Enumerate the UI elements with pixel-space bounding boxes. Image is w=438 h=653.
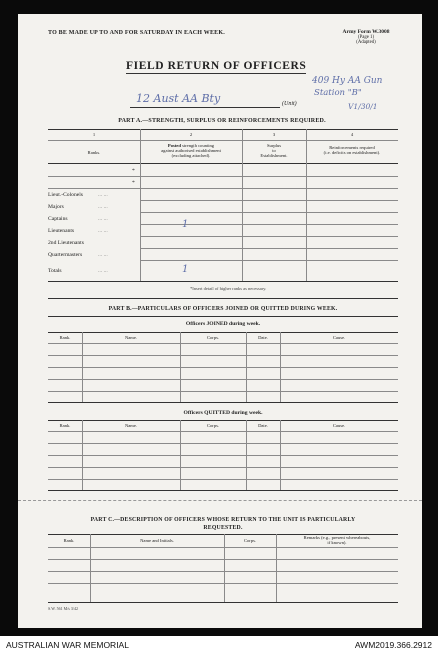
posted-rest: strength counting bbox=[182, 143, 215, 148]
quitted-col-rank: Rank. bbox=[59, 423, 71, 428]
leader-dots: ... ... bbox=[98, 216, 108, 222]
hand-posted-totals: 1 bbox=[182, 264, 189, 275]
rule bbox=[48, 547, 398, 548]
remarks-2: if known). bbox=[327, 540, 347, 545]
rank-quartermasters: Quartermasters bbox=[48, 252, 83, 258]
caption-accession-number: AWM2019.366.2912 bbox=[354, 640, 432, 650]
rank-majors: Majors bbox=[48, 204, 64, 210]
row-rule bbox=[48, 188, 398, 189]
header-instruction: TO BE MADE UP TO AND FOR SATURDAY IN EACH WEEK. bbox=[48, 30, 225, 36]
col-posted-header bbox=[140, 143, 242, 158]
joined-col-corps: Corps. bbox=[206, 335, 220, 340]
partc-col-remarks bbox=[276, 535, 398, 545]
part-c-title-1: PART C.—DESCRIPTION OF OFFICERS WHOSE RETURN TO THE UNIT IS PARTICULARLY bbox=[90, 517, 356, 523]
col-divider bbox=[140, 129, 141, 281]
col-divider bbox=[276, 534, 277, 602]
main-title: FIELD RETURN OF OFFICERS bbox=[126, 60, 307, 72]
joined-title: Officers JOINED during week. bbox=[185, 321, 261, 327]
posted-line2: against authorised establishment bbox=[161, 148, 221, 153]
col-divider bbox=[224, 534, 225, 602]
rule bbox=[48, 332, 398, 333]
hand-date: V1/30/1 bbox=[348, 102, 378, 111]
col-divider bbox=[306, 129, 307, 281]
hand-station-line2: Station "B" bbox=[314, 88, 362, 98]
rank-totals: Totals bbox=[48, 268, 62, 274]
part-c-title bbox=[48, 516, 398, 532]
part-c-title-2: REQUESTED. bbox=[203, 525, 243, 531]
hand-station-line1: 409 Hy AA Gun bbox=[312, 76, 383, 86]
perforation-line bbox=[18, 500, 422, 501]
remarks-1: Remarks (e.g., present whereabouts, bbox=[303, 535, 371, 540]
rule bbox=[48, 140, 398, 141]
form-adapted: (Adapted) bbox=[356, 40, 376, 45]
partc-col-rank: Rank. bbox=[63, 538, 75, 543]
row-rule bbox=[140, 200, 398, 201]
col-number-1: 1 bbox=[92, 132, 96, 137]
reinf-2: (i.e. deficits on establishment). bbox=[323, 150, 381, 155]
army-form-number bbox=[326, 29, 406, 45]
surplus-1: Surplus bbox=[266, 143, 282, 148]
form-title: Army Form W.3008 bbox=[342, 29, 390, 35]
col-number-3: 3 bbox=[272, 132, 276, 137]
leader-dots: ... ... bbox=[98, 192, 108, 198]
leader-dots: ... ... bbox=[98, 228, 108, 234]
unit-underline bbox=[130, 107, 280, 108]
hand-posted-lieutenants: 1 bbox=[182, 219, 189, 230]
partc-col-corps: Corps. bbox=[243, 538, 257, 543]
posted-bold: Posted bbox=[167, 143, 181, 148]
reinf-1: Reinforcements required bbox=[329, 145, 375, 150]
rule bbox=[48, 163, 398, 164]
rule bbox=[48, 420, 398, 421]
joined-col-cause: Cause. bbox=[332, 335, 346, 340]
row-rule bbox=[140, 248, 398, 249]
part-b-title: PART B.—PARTICULARS OF OFFICERS JOINED OR QUITTED DURING WEEK. bbox=[108, 306, 338, 312]
row-rule bbox=[48, 176, 398, 177]
part-a-title: PART A.—STRENGTH, SURPLUS OR REINFORCEMENTS REQUIRED. bbox=[118, 118, 326, 124]
joined-col-name: Name. bbox=[124, 335, 138, 340]
col-ranks-header: Ranks. bbox=[87, 150, 101, 155]
joined-col-rank: Rank. bbox=[59, 335, 71, 340]
row-rule bbox=[140, 224, 398, 225]
hand-unit-name: 12 Aust AA Bty bbox=[136, 92, 221, 105]
col-number-4: 4 bbox=[350, 132, 354, 137]
rule bbox=[48, 431, 398, 432]
quitted-title: Officers QUITTED during week. bbox=[183, 410, 263, 416]
rule bbox=[48, 298, 398, 299]
quitted-col-corps: Corps. bbox=[206, 423, 220, 428]
print-code: S.W. 561 M/s 3/42 bbox=[48, 606, 78, 611]
rule bbox=[48, 343, 398, 344]
rank-2nd-lieutenants: 2nd Lieutenants bbox=[48, 240, 84, 246]
row-rule bbox=[140, 236, 398, 237]
rank-lieutenants: Lieutenants bbox=[48, 228, 75, 234]
form-sheet bbox=[18, 14, 422, 628]
surplus-2: to bbox=[272, 148, 276, 153]
row-rule bbox=[140, 212, 398, 213]
caption-institution: AUSTRALIAN WAR MEMORIAL bbox=[6, 640, 129, 650]
rule bbox=[48, 490, 398, 491]
row-rule bbox=[140, 260, 398, 261]
rank-captains: Captains bbox=[48, 216, 68, 222]
quitted-col-cause: Cause. bbox=[332, 423, 346, 428]
part-a-top-rule bbox=[48, 129, 398, 130]
rule bbox=[48, 602, 398, 603]
form-page: (Page 1) bbox=[357, 35, 375, 40]
posted-line3: (excluding attached). bbox=[171, 153, 211, 158]
col-reinforcements-header bbox=[306, 145, 398, 155]
unit-suffix: (Unit) bbox=[282, 101, 297, 107]
partc-col-name: Name and Initials. bbox=[140, 538, 174, 543]
leader-dots: ... ... bbox=[98, 204, 108, 210]
part-a-footnote: *Insert detail of higher ranks as necessary. bbox=[190, 286, 267, 291]
quitted-col-date: Date. bbox=[258, 423, 268, 428]
joined-col-date: Date. bbox=[258, 335, 268, 340]
rank-lieut-colonels: Lieut.-Colonels bbox=[48, 192, 83, 198]
rule bbox=[48, 402, 398, 403]
part-a-bottom-rule bbox=[48, 281, 398, 282]
star-marker: * bbox=[132, 180, 135, 186]
leader-dots: ... ... bbox=[98, 268, 108, 274]
col-surplus-header bbox=[242, 143, 306, 158]
col-divider bbox=[90, 534, 91, 602]
star-marker: * bbox=[132, 168, 135, 174]
rule bbox=[48, 316, 398, 317]
quitted-col-name: Name. bbox=[124, 423, 138, 428]
surplus-3: Establishment. bbox=[260, 153, 288, 158]
col-divider bbox=[242, 129, 243, 281]
leader-dots: ... ... bbox=[98, 252, 108, 258]
col-number-2: 2 bbox=[189, 132, 193, 137]
